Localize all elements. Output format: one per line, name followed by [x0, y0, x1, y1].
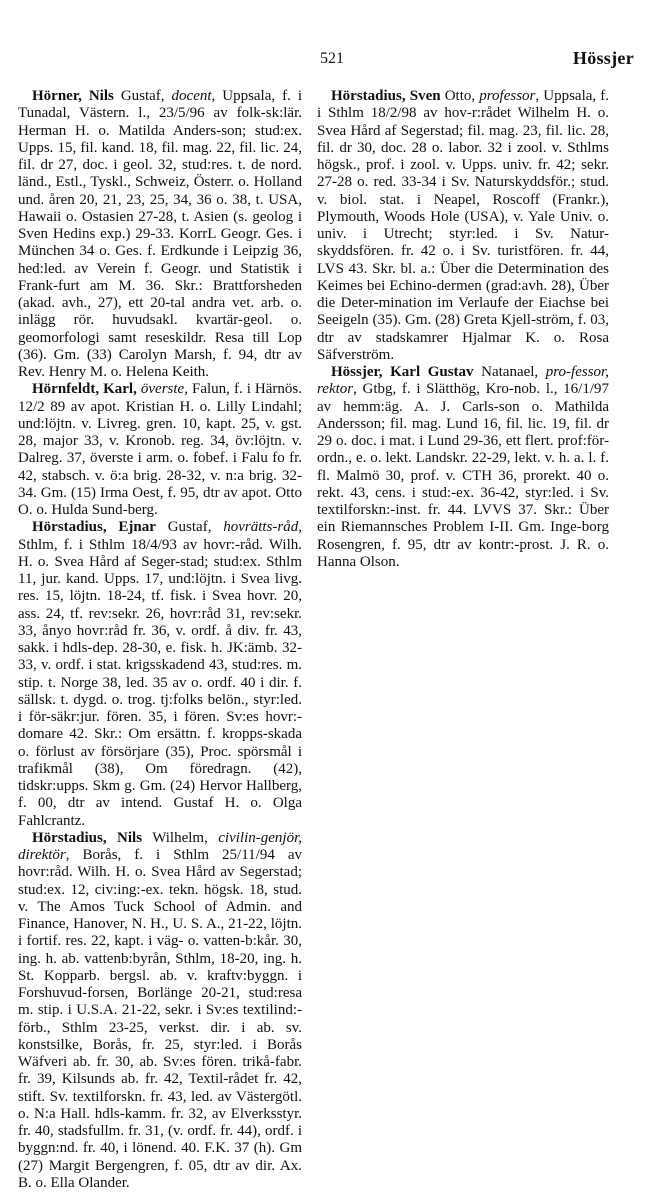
entry-given-name: Ejnar: [106, 519, 156, 536]
entry-hornfeldt-karl: [18, 381, 302, 519]
page-number: 521: [320, 50, 344, 67]
entry-text: , Sthlm, f. i Sthlm 18/4/93 av hovr:-råd. Wilh. H. o. Svea Hård af Seger-stad; stud:ex. Sthlm 11, jur. kand. Upps. 17, und:löjtn. i Svea livg. res. 15, löjtn. 18-24, tf. fisk. i Svea hovr. 20, ass. 24, tf. rev:sekr. 26, hovr:råd 31, rev:sekr. 33, ånyo hovr:råd fr. 36, v. ordf. å div. fr. 43, sakk. i hdls-dep. 28-30, e. fisk. h. JK:ämb. 32-33, v. ordf. i stat. krigsskadend 43, stud:res. m. stip. t. Norge 38, led. 35 av o. ordf. 40 i dir. f. sällsk. t. dygd. o. trog. tj:folks belön., styr:led. i för-säkr:jur. fören. 35, i fören. Sv:es hovr:-domare 42. Skr.: Om ersättn. f. kropps-skada o. förlust av försörjare (35), Proc. spörsmål i trafikmål (38), Om föredragn. (42), tidskr:upps. Skm g. Gm. (24) Hervor Hallberg, f. 00, dtr av intend. Gustaf H. o. Olga Fahlcrantz.: [18, 519, 302, 829]
entry-text: , Uppsala, f. i Tunadal, Västern. l., 23/5/96 av folk-sk:lär. Herman H. o. Matilda Anders-son; stud:ex. Upps. 15, fil. kand. 18, fil. mag. 22, fil. lic. 24, fil. dr 27, doc. i geol. 32, stud:res. t. de nord. länd., Estl., Tyskl., Schweiz, Österr. o. Holland und. åren 20, 21, 23, 25, 34, 36 o. 38, t. USA, Hawaii o. Ostasien 27-28, t. Asien (s. geolog i Sven Hedins exp.) 29-33. KorrL Geogr. Ges. i München 34 o. Ges. f. Erdkunde i Leipzig 36, hed:led. av Verein f. Geogr. und Statistik i Frank-furt am M. 36. Skr.: Brattforsheden (akad. avh., 27), ett 20-tal andra vet. arb. o. inlägg rör. huvudsakl. kvartär-geol. o. geomorfologi samt reseskildr. Resa till Lop (36). Gm. (33) Carolyn Marsh, f. 94, dtr av Rev. Henry M. o. Helena Keith.: [18, 88, 302, 380]
entry-horstadius-sven: [317, 88, 609, 364]
running-head: Hössjer: [572, 48, 634, 68]
entry-surname: Hörstadius,: [32, 829, 107, 846]
entry-title: överste: [140, 381, 185, 398]
entry-given-name: Karl Gustav: [382, 364, 474, 380]
entry-given-rest: Gustaf,: [113, 88, 165, 104]
entry-given-name: Sven: [405, 88, 441, 104]
left-column: [18, 88, 302, 1192]
entry-given-name: Nils: [81, 88, 114, 104]
entry-given-rest: Otto,: [440, 88, 476, 104]
entry-title: docent: [171, 88, 212, 104]
entry-surname: Hörstadius,: [32, 519, 107, 536]
entry-surname: Hörner,: [32, 88, 82, 104]
entry-horstadius-ejnar: [18, 519, 302, 830]
entry-title: pro-fessor, rektor: [317, 364, 609, 398]
entry-text: , Uppsala, f. i Sthlm 18/2/98 av hov-r:rådet Wilhelm H. o. Svea Hård af Segerstad; fil. mag. 23, fil. lic. 28, fil. dr 30, doc. 28 o. labor. 32 i zool. v. Sthlms högsk., prof. i zool. v. Upps. univ. fr. 42; sekr. 27-28 o. red. 33-34 i Sv. Naturskyddsför.; stud. v. biol. stat. i Neapel, Roscoff (Frankr.), Plymouth, Woods Hole (USA), v. Yale Univ. o. univ. i Utrecht; styr:led. i Sv. Natur-skyddsfören. fr. 42 o. i Sv. turistfören. fr. 44, LVS 43. Skr. bl. a.: Über die Determination des Keimes bei Echino-dermen (grad:avh. 28), Über die Deter-mination im Verlaufe der Eiachse bei Seeigeln (35). Gm. (28) Greta Kjell-ström, f. 03, dtr av stadskamrer Hjalmar K. o. Rosa Säfverström.: [317, 88, 610, 363]
entry-given-name: Karl,: [99, 381, 137, 398]
entry-title: hovrätts-råd: [223, 519, 299, 536]
entry-given-rest: Wilhelm,: [142, 829, 208, 846]
entry-title: professor: [479, 88, 536, 104]
entry-text: , Gtbg, f. i Slätthög, Kro-nob. l., 16/1/97 av hemm:äg. A. J. Carls-son o. Mathilda Andersson; fil. mag. Lund 16, fil. lic. 19, fil. dr 29 o. doc. i mat. i Lund 29-36, ett flert. prof:för-ordn., e. o. lekt. Landskr. 22-29, lekt. v. h. a. l. f. fl. Malmö 30, prof. v. CTH 36, prorekt. 40 o. rekt. 43, cens. i stud:-ex. 36-42, styr:led. i Sv. textilforskn:-inst. fr. 44. LVVS 37. Skr.: Über ein Riemannsches Problem I-II. Gm. Inge-borg Rosengren, f. 95, dtr av kontr:-prost. J. R. o. Hanna Olson.: [317, 381, 609, 570]
entry-given-rest: Gustaf,: [155, 519, 212, 536]
entry-text: , Borås, f. i Sthlm 25/11/94 av hovr:råd. Wilh. H. o. Svea Hård av Segerstad; stud:ex. 12, civ:ing:-ex. tekn. högsk. 18, stud. v. The Amos Tuck School of Admin. and Finance, Hanover, N. H., U. S. A., 21-22, löjtn. i fortif. res. 22, kapt. i väg- o. vatten-b:kår. 30, ing. h. ab. vattenb:byrån, Sthlm, 18-20, ing. h. St. Kopparb. bergsl. ab. v. kraftv:byggn. i Forshuvud-forsen, Borlänge 20-21, stud:resa m. stip. i U.S.A. 21-22, sekr. i Sv:es textilind:-förb., Sthlm 23-25, verkst. dir. i ab. sv. konstsilke, Borås, fr. 25, styr:led. i Borås Wäfveri ab. fr. 30, ab. Sv:es fören. trikå-fabr. fr. 39, Kilsunds ab. fr. 42, Textil-rådet fr. 42, stift. Sv. textilforskn. fr. 43, led. av Västergötl. o. N:a Hall. hdls-kamm. fr. 32, av Elverksstyr. fr. 40, stadsfullm. fr. 31, (v. ordf. fr. 44), ordf. i byggn:nd. fr. 40, i lönend. 40. F.K. 37 (h). Gm (27) Margit Bergengren, f. 05, dtr av dir. Ax. B. o. Ella Olander.: [18, 847, 302, 1191]
entry-horner-nils: [18, 88, 302, 381]
right-column: [317, 88, 609, 571]
entry-text: , Falun, f. i Härnös. 12/2 89 av apot. Kristian H. o. Lilly Lindahl; und:löjtn. v. Livreg. gren. 10, kapt. 25, v. gst. 28, major 33, v. Kronob. reg. 34, öv:löjtn. v. Dalreg. 37, överste i arm. o. fobef. i Falu fo fr. 42, stabsch. v. ö:a brig. 28-32, v. n:a brig. 32-34. Gm. (15) Irma Oest, f. 95, dtr av apot. Otto O. o. Hulda Sund-berg.: [18, 381, 302, 518]
entry-surname: Hörstadius,: [331, 88, 406, 104]
entry-title: civilin-genjör, direktör: [18, 829, 302, 863]
entry-surname: Hössjer,: [331, 364, 383, 380]
entry-given-name: Nils: [106, 829, 143, 846]
entry-hossjer-karl: [317, 364, 609, 571]
entry-given-rest: Natanael,: [473, 364, 539, 380]
entry-horstadius-nils: [18, 830, 302, 1192]
entry-surname: Hörnfeldt,: [32, 381, 100, 398]
